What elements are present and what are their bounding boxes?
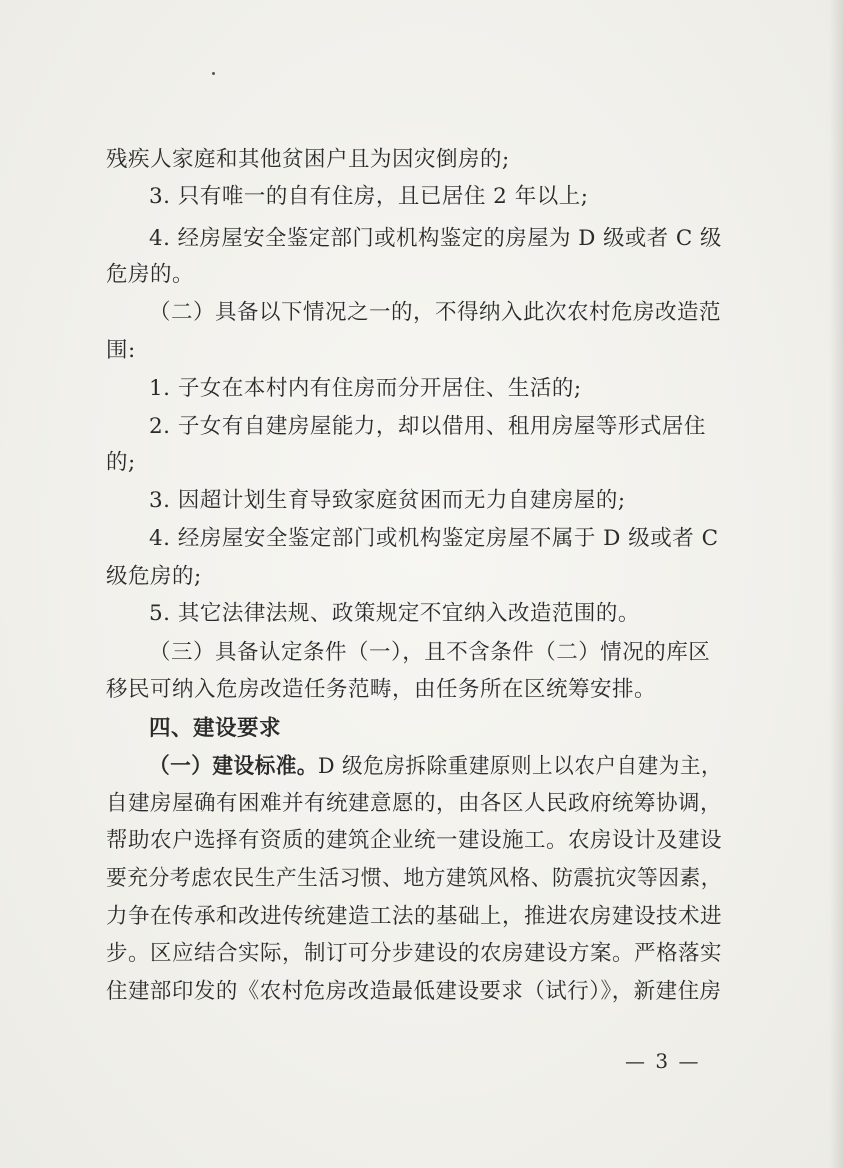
text-line: （三）具备认定条件（一），且不含条件（二）情况的库区	[149, 640, 711, 665]
text-line: 的;	[106, 450, 136, 475]
text-line: 1. 子女在本村内有住房而分开居住、生活的;	[149, 376, 582, 401]
text-line: 移民可纳入危房改造任务范畴，由任务所在区统筹安排。	[106, 677, 657, 702]
text-line: 自建房屋确有困难并有统建意愿的，由各区人民政府统筹协调，	[106, 791, 723, 816]
text-line: （二）具备以下情况之一的，不得纳入此次农村危房改造范	[149, 300, 722, 325]
text-line: 要充分考虑农民生产生活习惯、地方建筑风格、防震抗灾等因素，	[106, 866, 723, 891]
text-line: 残疾人家庭和其他贫困户且为因灾倒房的;	[106, 147, 510, 172]
page-edge-shadow	[829, 0, 843, 1168]
text-line: 级危房的;	[106, 564, 202, 589]
text-line: 5. 其它法律法规、政策规定不宜纳入改造范围的。	[149, 601, 640, 626]
text-line: 帮助农户选择有资质的建筑企业统一建设施工。农房设计及建设	[106, 828, 723, 853]
subsection-heading: （一）建设标准。	[149, 754, 318, 779]
text-line: 步。区应结合实际，制订可分步建设的农房建设方案。严格落实	[106, 941, 723, 966]
text-line: 4. 经房屋安全鉴定部门或机构鉴定的房屋为 D 级或者 C 级	[149, 226, 722, 251]
page-number: — 3 —	[625, 1049, 701, 1073]
text-line: 3. 只有唯一的自有住房，且已居住 2 年以上;	[149, 184, 589, 209]
text-line: 2. 子女有自建房屋能力，却以借用、租用房屋等形式居住	[149, 414, 706, 439]
text-line: 危房的。	[106, 262, 195, 287]
text-line: 住建部印发的《农村危房改造最低建设要求（试行）》，新建住房	[106, 979, 722, 1004]
section-heading: 四、建设要求	[149, 716, 282, 741]
scan-speck	[212, 72, 215, 75]
text-line	[149, 756, 722, 778]
text-line: 力争在传承和改进传统建造工法的基础上，推进农房建设技术进	[106, 904, 723, 929]
text-line: 围:	[106, 338, 136, 363]
text-line: 4. 经房屋安全鉴定部门或机构鉴定房屋不属于 D 级或者 C	[149, 526, 719, 551]
text-line: 3. 因超计划生育导致家庭贫困而无力自建房屋的;	[149, 488, 626, 513]
text-run: D 级危房拆除重建原则上以农户自建为主，	[317, 754, 723, 779]
